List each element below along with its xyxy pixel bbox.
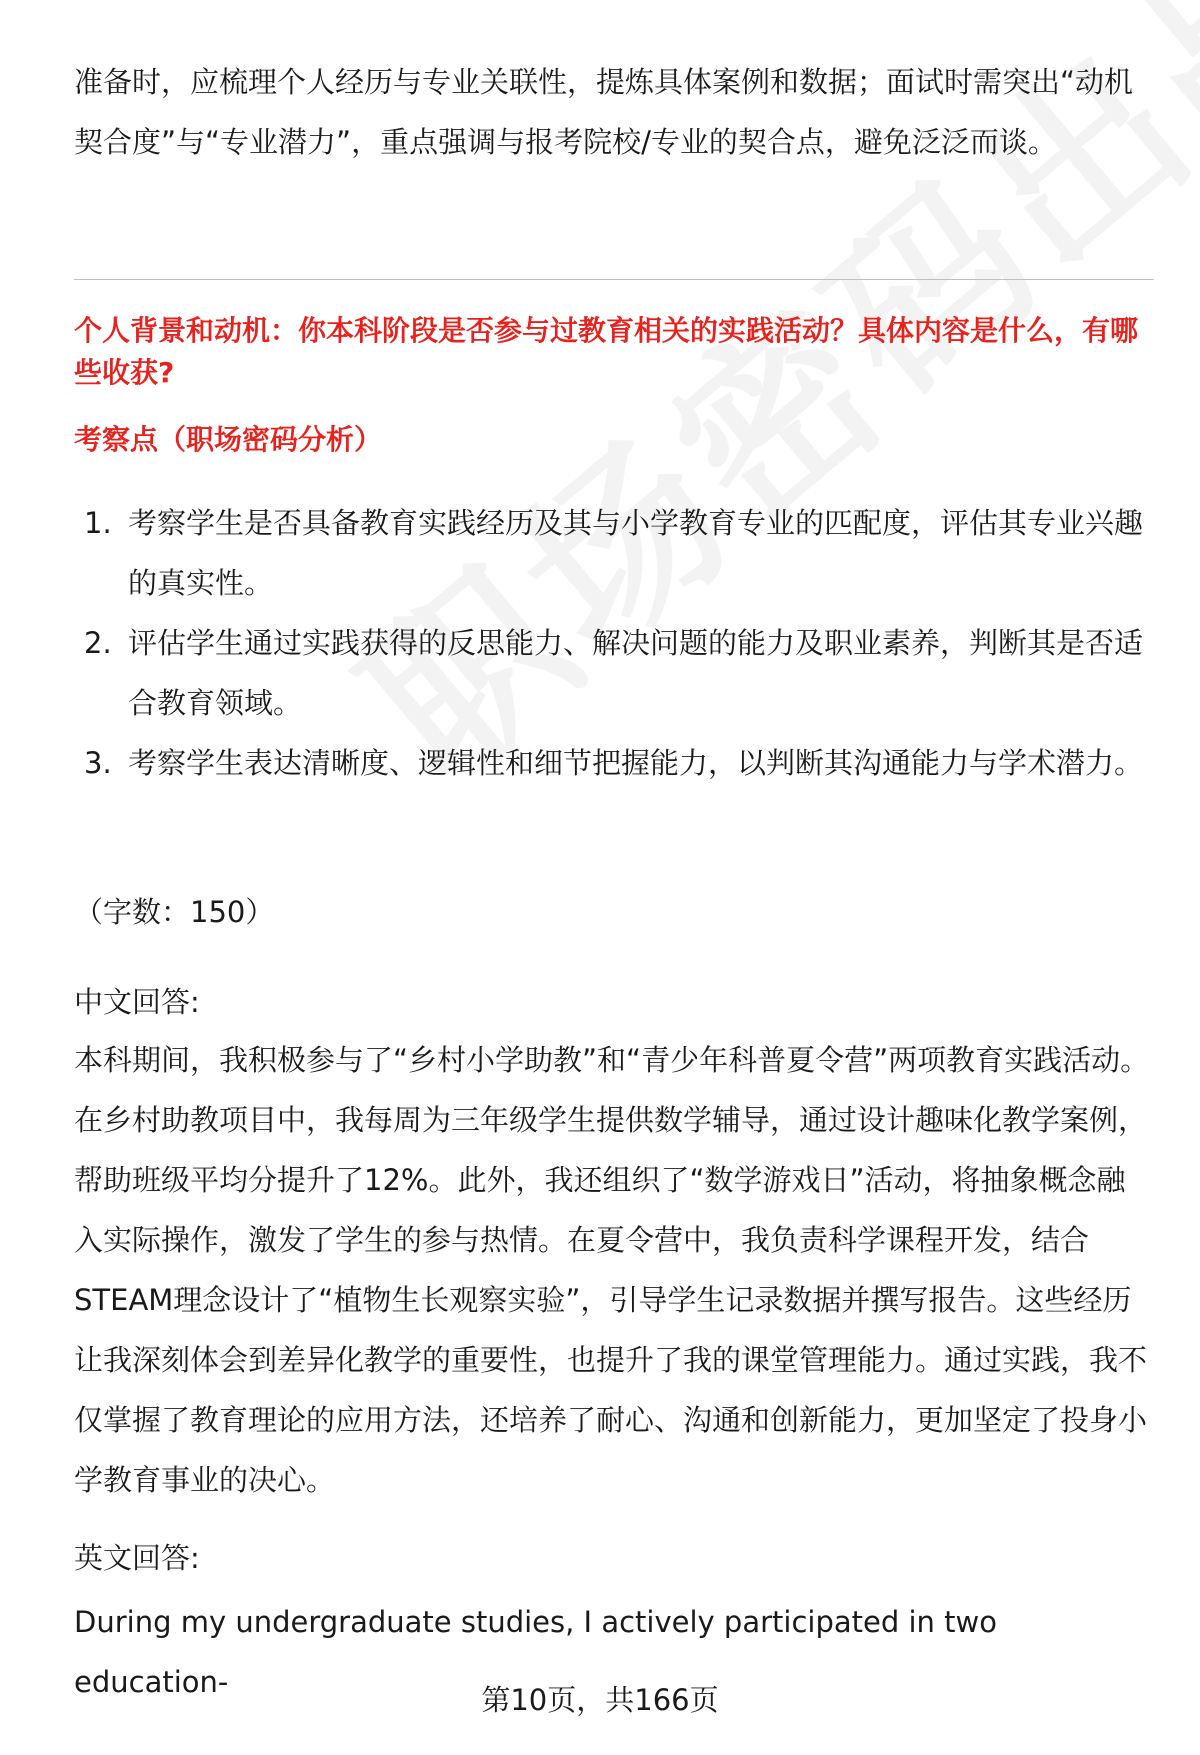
page-footer: 第10页，共166页 xyxy=(481,1683,719,1717)
list-item-number: 3. xyxy=(84,746,112,780)
english-answer-text: During my undergraduate studies, I actively participated in two education- xyxy=(74,1605,997,1699)
list-item-text: 评估学生通过实践获得的反思能力、解决问题的能力及职业素养，判断其是否适合教育领域。 xyxy=(128,626,1144,720)
chinese-answer-text: 本科期间，我积极参与了“乡村小学助教”和“青少年科普夏令营”两项教育实践活动。在乡村助教项目中，我每周为三年级学生提供数学辅导，通过设计趣味化教学案例，帮助班级平均分提升了12%。此外，我还组织了“数学游戏日”活动，将抽象概念融入实际操作，激发了学生的参与热情。在夏令营中，我负责科学课程开发，结合STEAM理念设计了“植物生长观察实验”，引导学生记录数据并撰写报告。这些经历让我深刻体会到差异化教学的重要性，也提升了我的课堂管理能力。通过实践，我不仅掌握了教育理论的应用方法，还培养了耐心、沟通和创新能力，更加坚定了投身小学教育事业的决心。 xyxy=(74,1043,1150,1497)
intro-paragraph: 准备时，应梳理个人经历与专业关联性，提炼具体案例和数据；面试时需突出“动机契合度”与“专业潜力”，重点强调与报考院校/专业的契合点，避免泛泛而谈。 xyxy=(74,65,1134,159)
list-item-text: 考察学生表达清晰度、逻辑性和细节把握能力，以判断其沟通能力与学术潜力。 xyxy=(128,746,1144,780)
word-count: （字数：150） xyxy=(74,895,275,929)
list-item xyxy=(74,493,1154,613)
question-heading: 个人背景和动机：你本科阶段是否参与过教育相关的实践活动？具体内容是什么，有哪些收获? xyxy=(74,314,1139,389)
list-item xyxy=(74,733,1154,793)
section-heading: 考察点（职场密码分析） xyxy=(74,423,383,456)
section-divider xyxy=(74,279,1154,280)
chinese-answer-label: 中文回答: xyxy=(74,985,200,1019)
list-item xyxy=(74,613,1154,733)
english-answer-label: 英文回答: xyxy=(74,1541,200,1575)
assessment-points-list xyxy=(74,493,1154,793)
list-item-number: 2. xyxy=(84,626,112,660)
list-item-text: 考察学生是否具备教育实践经历及其与小学教育专业的匹配度，评估其专业兴趣的真实性。 xyxy=(128,506,1144,600)
list-item-number: 1. xyxy=(84,506,112,540)
